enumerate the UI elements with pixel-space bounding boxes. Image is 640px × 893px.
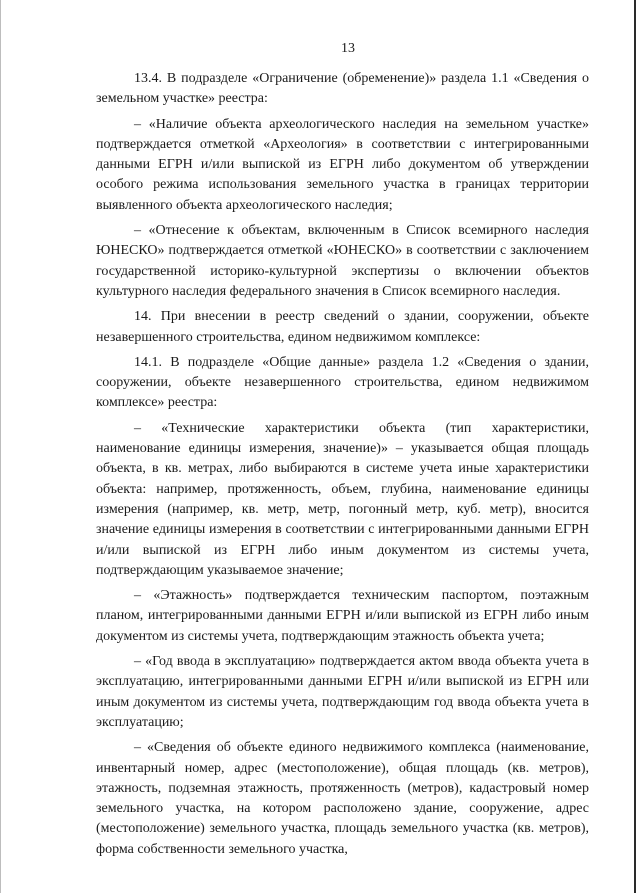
paragraph-archaeology: – «Наличие объекта археологического наследия на земельном участке» подтверждается отметкой «Археология» в соответствии с интегрированными данными ЕГРН и/или выпиской из ЕГРН либо документом об утверждении особого режима использования земельного участка в границах территории выявленного объекта археологического наследия; xyxy=(96,116,589,213)
paragraph-commissioning-year: – «Год ввода в эксплуатацию» подтверждается актом ввода объекта учета в эксплуатацию, интегрированными данными ЕГРН и/или выпиской из ЕГРН или иным документом из системы учета, подтверждающим год ввода объекта учета в эксплуатацию; xyxy=(96,654,589,730)
paragraph-14: 14. При внесении в реестр сведений о здании, сооружении, объекте незавершенного строительства, едином недвижимом комплексе: xyxy=(96,309,589,345)
paragraph-14-1: 14.1. В подразделе «Общие данные» раздела 1.2 «Сведения о здании, сооружении, объекте незавершенного строительства, едином недвижимом комплексе» реестра: xyxy=(96,354,589,411)
paragraph-technical-characteristics: – «Технические характеристики объекта (тип характеристики, наименование единицы измерения, значение)» – указывается общая площадь объекта, в кв. метрах, либо выбираются в системе учета иные характеристики объекта: например, протяженность, объем, глубина, наименование единицы измерения (например, кв. метр, метр, погонный метр, куб. метр), вносится значение единицы измерения в соответствии с интегрированными данными ЕГРН и/или выпиской из ЕГРН либо иным документом из системы учета, подтверждающим указываемое значение; xyxy=(96,420,589,578)
paragraph-13-4: 13.4. В подразделе «Ограничение (обременение)» раздела 1.1 «Сведения о земельном участке» реестра: xyxy=(96,71,589,107)
scan-right-edge xyxy=(634,0,636,893)
document-body xyxy=(96,69,589,860)
paragraph-single-complex: – «Сведения об объекте единого недвижимого комплекса (наименование, инвентарный номер, адрес (местоположение), общая площадь (кв. метров), этажность, подземная этажность, протяженность (метров), кадастровый номер земельного участка, на котором расположено здание, сооружение, адрес (местоположение) земельного участка, площадь земельного участка (кв. метров), форма собственности земельного участка, xyxy=(96,740,589,857)
scan-left-edge xyxy=(0,0,1,893)
paragraph-unesco: – «Отнесение к объектам, включенным в Список всемирного наследия ЮНЕСКО» подтверждается отметкой «ЮНЕСКО» в соответствии с заключением государственной историко-культурной экспертизы о включении объектов культурного наследия федерального значения в Список всемирного наследия. xyxy=(96,223,589,299)
paragraph-floors: – «Этажность» подтверждается техническим паспортом, поэтажным планом, интегрированными данными ЕГРН и/или выпиской из ЕГРН либо иным документом из системы учета, подтверждающим этажность объекта учета; xyxy=(96,588,589,644)
page-number: 13 xyxy=(341,41,355,56)
